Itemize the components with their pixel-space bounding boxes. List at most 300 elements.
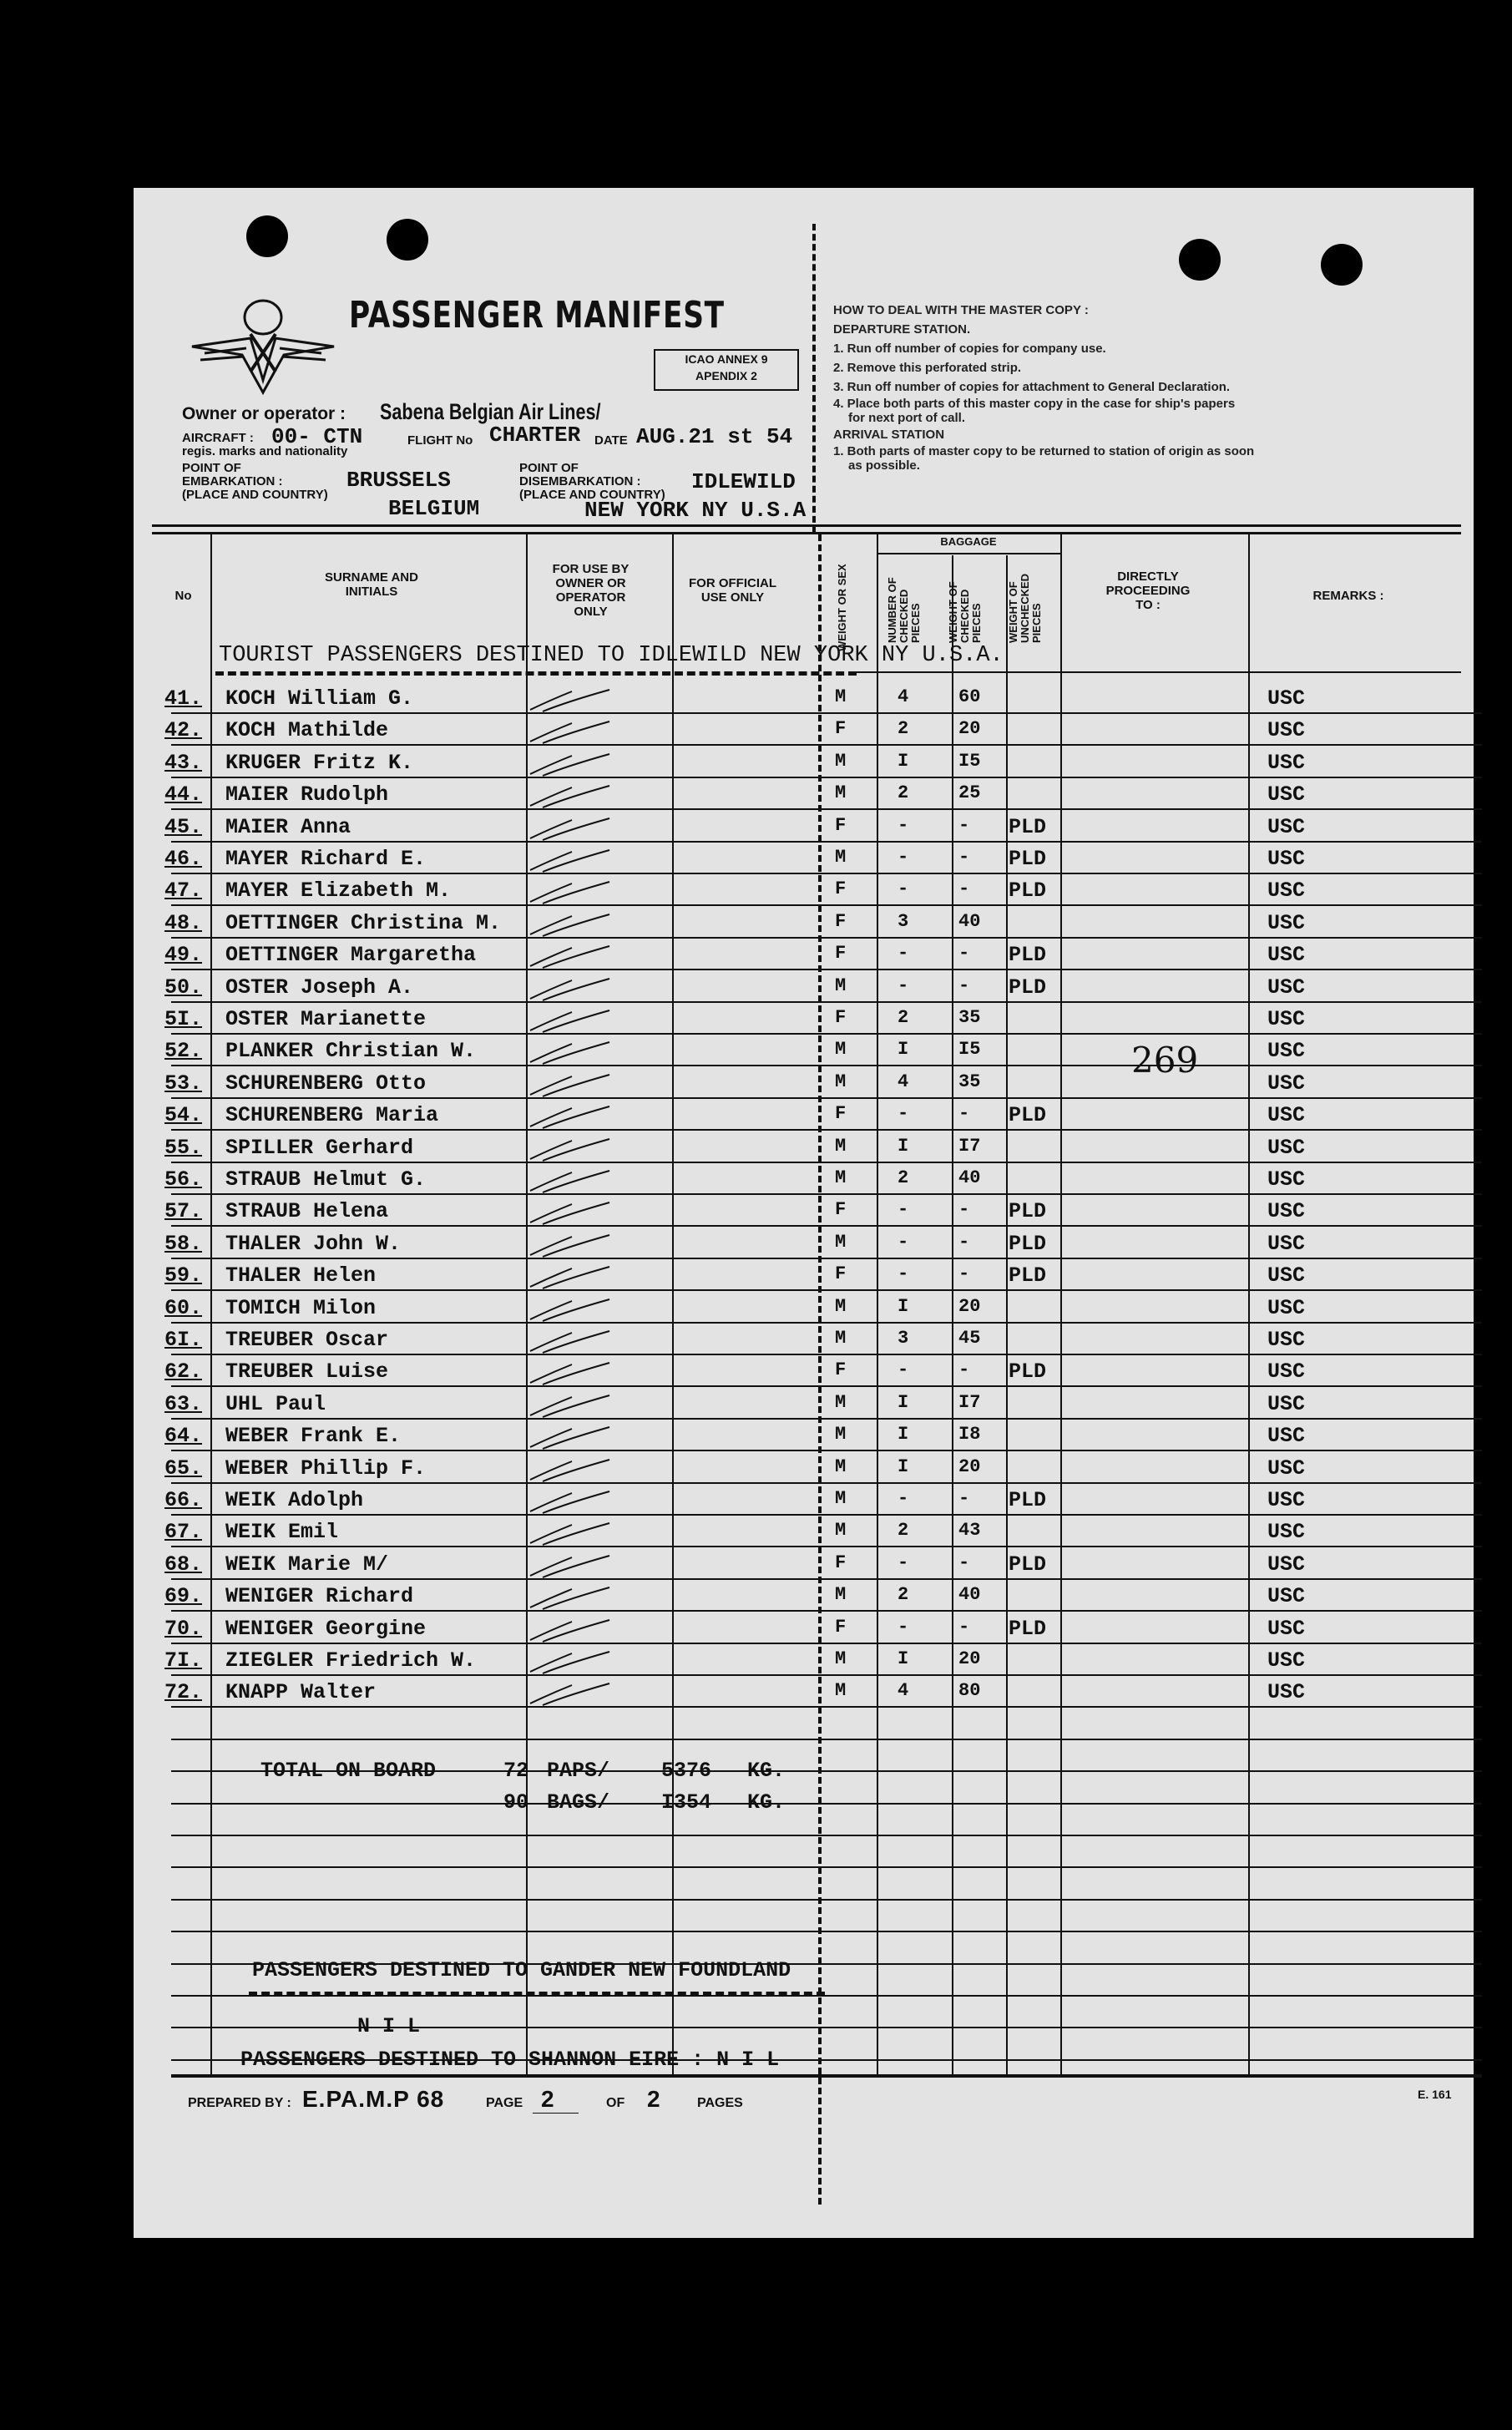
row-number: 53.: [164, 1071, 203, 1096]
manifest-title: PASSENGER MANIFEST: [349, 294, 725, 337]
table-row: [0, 683, 1512, 715]
remark: USC: [1267, 1328, 1306, 1352]
table-row: [0, 1004, 1512, 1035]
passenger-name: OSTER Joseph A.: [225, 975, 414, 1000]
row-rule: [171, 904, 1482, 906]
aircraft-sublabel: regis. marks and nationality: [182, 444, 348, 458]
table-row: [0, 1260, 1512, 1292]
checked-pieces: 2: [898, 782, 909, 804]
embark-country: BELGIUM: [388, 496, 480, 521]
checked-pieces: I: [898, 1455, 909, 1477]
checked-weight: -: [958, 847, 970, 868]
check-tick-icon: [526, 1037, 618, 1066]
remark: USC: [1267, 686, 1306, 711]
check-tick-icon: [526, 1422, 618, 1450]
checked-weight: -: [958, 1552, 970, 1573]
gander-heading: PASSENGERS DESTINED TO GANDER NEW FOUNDLAND: [252, 1958, 791, 1982]
table-row: [0, 1613, 1512, 1645]
checked-weight: 20: [958, 1295, 981, 1317]
table-row: [0, 1132, 1512, 1164]
passenger-name: OETTINGER Christina M.: [225, 910, 502, 935]
passenger-name: THALER Helen: [225, 1263, 377, 1288]
checked-weight: -: [958, 1199, 970, 1221]
checked-pieces: -: [898, 1103, 909, 1125]
checked-weight: 35: [958, 1007, 981, 1028]
check-tick-icon: [526, 1070, 618, 1098]
remark: USC: [1267, 1071, 1306, 1096]
checked-pieces: 4: [898, 686, 909, 707]
checked-weight: 20: [958, 718, 981, 740]
row-rule: [171, 1322, 1482, 1324]
table-row: [0, 1356, 1512, 1388]
check-tick-icon: [526, 685, 618, 713]
table-row: [0, 1324, 1512, 1356]
row-rule: [171, 1418, 1482, 1420]
embark-label-3: (PLACE AND COUNTRY): [182, 488, 328, 502]
check-tick-icon: [526, 1678, 618, 1707]
remark: USC: [1267, 1488, 1306, 1512]
table-bottom-rule: [171, 2074, 1482, 2078]
punch-hole-1: [246, 215, 288, 257]
remark: USC: [1267, 878, 1306, 904]
row-number: 65.: [164, 1455, 203, 1481]
remark: USC: [1267, 1520, 1306, 1545]
passenger-sex: F: [835, 1552, 847, 1573]
passenger-name: WENIGER Georgine: [225, 1616, 427, 1641]
row-rule: [171, 937, 1482, 939]
check-tick-icon: [526, 813, 618, 842]
header-top-rule-2: [152, 532, 1461, 534]
passenger-sex: M: [835, 1295, 847, 1317]
prepared-by-value: E.PA.M.P 68: [302, 2086, 445, 2112]
row-number: 64.: [164, 1424, 203, 1449]
section-heading: TOURIST PASSENGERS DESTINED TO IDLEWILD NEW YORK NY U.S.A.: [219, 643, 1004, 668]
remark: USC: [1267, 1007, 1306, 1031]
row-rule: [171, 1450, 1482, 1451]
total-paps-weight: 5376: [661, 1759, 712, 1783]
check-tick-icon: [526, 1294, 618, 1323]
disembark-label-2: DISEMBARKATION :: [519, 474, 641, 489]
table-row: [0, 1516, 1512, 1548]
remark: USC: [1267, 1616, 1306, 1641]
instruction-line: 1. Both parts of master copy to be returned to station of origin as soon: [833, 444, 1255, 458]
check-tick-icon: [526, 974, 618, 1002]
embark-label-2: EMBARKATION :: [182, 474, 283, 489]
section-dashed-rule: [215, 671, 857, 676]
row-rule: [171, 1258, 1482, 1259]
embark-label-1: POINT OF: [182, 461, 241, 475]
table-row: [0, 1228, 1512, 1260]
row-rule: [171, 1514, 1482, 1516]
sabena-wings-logo: [184, 288, 342, 397]
remark: USC: [1267, 782, 1306, 807]
row-rule: [171, 1866, 1482, 1868]
table-row: [0, 1453, 1512, 1485]
punch-hole-3: [1179, 239, 1221, 281]
instruction-line: for next port of call.: [848, 411, 966, 425]
passenger-sex: F: [835, 910, 847, 932]
checked-pieces: I: [898, 1135, 909, 1157]
unchecked-weight: PLD: [1009, 814, 1047, 839]
remark: USC: [1267, 1199, 1306, 1224]
passenger-name: SPILLER Gerhard: [225, 1135, 414, 1160]
remark: USC: [1267, 1167, 1306, 1192]
row-number: 45.: [164, 814, 203, 839]
remark: USC: [1267, 1424, 1306, 1449]
date-value: AUG.21 st 54: [636, 424, 793, 449]
checked-pieces: I: [898, 1424, 909, 1445]
checked-weight: 43: [958, 1520, 981, 1542]
passenger-name: WEIK Marie M/: [225, 1552, 389, 1577]
row-rule: [171, 744, 1482, 746]
unchecked-weight: PLD: [1009, 1263, 1047, 1288]
col-weight-sex-header: WEIGHT OR SEX: [836, 564, 848, 651]
checked-pieces: 3: [898, 910, 909, 932]
checked-pieces: 3: [898, 1328, 909, 1349]
check-tick-icon: [526, 1647, 618, 1675]
checked-pieces: -: [898, 975, 909, 996]
passenger-name: MAIER Rudolph: [225, 782, 389, 807]
check-tick-icon: [526, 1455, 618, 1483]
passenger-sex: M: [835, 1424, 847, 1445]
checked-weight: I5: [958, 750, 981, 772]
passenger-name: OSTER Marianette: [225, 1007, 427, 1031]
row-number: 52.: [164, 1039, 203, 1064]
passenger-sex: M: [835, 1135, 847, 1157]
col-weight-unchecked-header: WEIGHT OF UNCHECKED PIECES: [1007, 573, 1043, 643]
table-row: [0, 1420, 1512, 1452]
passenger-name: KNAPP Walter: [225, 1680, 377, 1705]
row-number: 62.: [164, 1359, 203, 1385]
col-official-use-header: FOR OFFICIAL USE ONLY: [689, 576, 776, 605]
check-tick-icon: [526, 1326, 618, 1354]
checked-weight: -: [958, 878, 970, 900]
check-tick-icon: [526, 877, 618, 905]
row-rule: [171, 1578, 1482, 1580]
row-number: 57.: [164, 1199, 203, 1224]
checked-weight: 80: [958, 1680, 981, 1702]
page-value: 2: [541, 2086, 554, 2112]
remark: USC: [1267, 1552, 1306, 1577]
table-row: [0, 939, 1512, 971]
col-owner-use-header: FOR USE BY OWNER OR OPERATOR ONLY: [552, 562, 630, 619]
row-rule: [171, 1803, 1482, 1805]
checked-weight: -: [958, 1359, 970, 1381]
check-tick-icon: [526, 1358, 618, 1386]
nil-text: N I L: [357, 2014, 421, 2038]
passenger-sex: F: [835, 718, 847, 740]
total-bags-count: 90: [503, 1790, 529, 1815]
passenger-sex: M: [835, 1231, 847, 1253]
instruction-line: 2. Remove this perforated strip.: [833, 361, 1022, 375]
passenger-sex: M: [835, 1071, 847, 1092]
passenger-sex: M: [835, 1039, 847, 1061]
punch-hole-4: [1321, 244, 1363, 286]
check-tick-icon: [526, 1486, 618, 1515]
row-rule: [171, 841, 1482, 843]
row-rule: [171, 873, 1482, 874]
passenger-name: WENIGER Richard: [225, 1584, 414, 1609]
row-rule: [171, 712, 1482, 714]
row-number: 68.: [164, 1552, 203, 1577]
total-paps-kg: KG.: [747, 1759, 786, 1783]
check-tick-icon: [526, 1518, 618, 1547]
checked-weight: 20: [958, 1455, 981, 1477]
of-value: 2: [647, 2086, 660, 2112]
passenger-sex: M: [835, 1584, 847, 1606]
passenger-name: TOMICH Milon: [225, 1295, 377, 1320]
row-number: 5I.: [164, 1007, 203, 1031]
checked-pieces: 4: [898, 1071, 909, 1092]
checked-weight: 35: [958, 1071, 981, 1092]
row-number: 49.: [164, 943, 203, 968]
remark: USC: [1267, 1455, 1306, 1481]
total-label: TOTAL ON BOARD: [260, 1759, 437, 1783]
checked-pieces: -: [898, 878, 909, 900]
passenger-name: WEBER Phillip F.: [225, 1455, 427, 1481]
passenger-name: WEIK Emil: [225, 1520, 339, 1545]
check-tick-icon: [526, 1134, 618, 1162]
passenger-sex: M: [835, 1648, 847, 1669]
row-number: 43.: [164, 750, 203, 775]
table-row: [0, 1645, 1512, 1677]
row-number: 55.: [164, 1135, 203, 1160]
baggage-rule: [877, 553, 1060, 554]
check-tick-icon: [526, 1582, 618, 1611]
table-row: [0, 1485, 1512, 1516]
row-rule: [171, 1482, 1482, 1484]
total-bags-weight: I354: [661, 1790, 712, 1815]
passenger-sex: M: [835, 750, 847, 772]
checked-pieces: I: [898, 1039, 909, 1061]
table-row: [0, 779, 1512, 811]
row-rule: [171, 1065, 1482, 1066]
row-rule: [171, 1129, 1482, 1131]
table-row: [0, 1196, 1512, 1228]
row-rule: [171, 1193, 1482, 1195]
passenger-sex: M: [835, 686, 847, 707]
checked-pieces: -: [898, 1488, 909, 1509]
checked-pieces: -: [898, 1263, 909, 1285]
table-row: [0, 1293, 1512, 1324]
row-number: 6I.: [164, 1328, 203, 1352]
col-remarks-header: REMARKS :: [1312, 589, 1384, 603]
checked-weight: 40: [958, 910, 981, 932]
disembark-place: IDLEWILD: [691, 469, 796, 494]
passenger-sex: M: [835, 1391, 847, 1413]
checked-weight: 25: [958, 782, 981, 804]
check-tick-icon: [526, 1230, 618, 1258]
unchecked-weight: PLD: [1009, 1103, 1047, 1128]
check-tick-icon: [526, 1551, 618, 1579]
passenger-sex: F: [835, 1007, 847, 1028]
table-row: [0, 1581, 1512, 1612]
check-tick-icon: [526, 1262, 618, 1290]
total-bags-kg: KG.: [747, 1790, 786, 1815]
check-tick-icon: [526, 909, 618, 938]
punch-hole-2: [387, 219, 428, 261]
table-row: [0, 908, 1512, 939]
passenger-sex: M: [835, 975, 847, 996]
master-copy-instructions: [833, 301, 1254, 473]
passenger-name: KRUGER Fritz K.: [225, 750, 414, 775]
row-rule: [171, 1225, 1482, 1227]
owner-value: Sabena Belgian Air Lines/: [380, 399, 601, 424]
row-rule: [171, 1001, 1482, 1003]
row-rule: [171, 1097, 1482, 1099]
instruction-line: HOW TO DEAL WITH THE MASTER COPY :: [833, 303, 1089, 317]
col-directly-header: DIRECTLY PROCEEDING TO :: [1105, 570, 1191, 612]
owner-label: Owner or operator :: [182, 404, 346, 423]
aircraft-label: AIRCRAFT :: [182, 431, 254, 445]
checked-pieces: I: [898, 750, 909, 772]
checked-weight: -: [958, 975, 970, 996]
passenger-sex: F: [835, 1199, 847, 1221]
col-no-header: No: [174, 589, 192, 603]
unchecked-weight: PLD: [1009, 1359, 1047, 1385]
remark: USC: [1267, 1231, 1306, 1256]
table-row: [0, 843, 1512, 875]
checked-pieces: I: [898, 1295, 909, 1317]
checked-weight: -: [958, 1488, 970, 1509]
row-number: 60.: [164, 1295, 203, 1320]
disembark-label-3: (PLACE AND COUNTRY): [519, 488, 665, 502]
row-number: 46.: [164, 847, 203, 871]
row-rule: [171, 1931, 1482, 1932]
passenger-name: KOCH William G.: [225, 686, 414, 711]
passenger-name: WEIK Adolph: [225, 1488, 364, 1512]
passenger-name: THALER John W.: [225, 1231, 402, 1256]
form-code: E. 161: [1418, 2088, 1452, 2101]
row-rule: [171, 1033, 1482, 1035]
row-number: 69.: [164, 1584, 203, 1609]
table-row: [0, 715, 1512, 747]
passenger-name: WEBER Frank E.: [225, 1424, 402, 1449]
remark: USC: [1267, 1135, 1306, 1160]
instruction-line: 4. Place both parts of this master copy in the case for ship's papers: [833, 397, 1236, 411]
row-number: 41.: [164, 686, 203, 711]
row-number: 48.: [164, 910, 203, 935]
remark: USC: [1267, 1680, 1306, 1705]
total-paps-count: 72: [503, 1759, 529, 1783]
remark: USC: [1267, 1648, 1306, 1673]
remark: USC: [1267, 1359, 1306, 1385]
table-row: [0, 1677, 1512, 1709]
check-tick-icon: [526, 941, 618, 969]
passenger-name: ZIEGLER Friedrich W.: [225, 1648, 477, 1673]
prepared-by-label: PREPARED BY :: [188, 2096, 291, 2110]
passenger-sex: M: [835, 1680, 847, 1702]
header-top-rule: [152, 524, 1461, 527]
instruction-line: ARRIVAL STATION: [833, 428, 945, 442]
passenger-name: STRAUB Helena: [225, 1199, 389, 1224]
passenger-name: SCHURENBERG Otto: [225, 1071, 427, 1096]
row-number: 59.: [164, 1263, 203, 1288]
table-row: [0, 875, 1512, 907]
of-label: OF: [606, 2096, 625, 2110]
checked-weight: I7: [958, 1391, 981, 1413]
passenger-sex: M: [835, 847, 847, 868]
checked-weight: 60: [958, 686, 981, 707]
unchecked-weight: PLD: [1009, 878, 1047, 904]
shannon-line: PASSENGERS DESTINED TO SHANNON EIRE : N I L: [240, 2048, 780, 2072]
check-tick-icon: [526, 845, 618, 873]
instruction-line: as possible.: [848, 458, 920, 473]
passenger-sex: M: [835, 1328, 847, 1349]
checked-pieces: -: [898, 1359, 909, 1381]
unchecked-weight: PLD: [1009, 1231, 1047, 1256]
passenger-sex: F: [835, 943, 847, 964]
checked-weight: -: [958, 1616, 970, 1638]
passenger-sex: M: [835, 1167, 847, 1188]
row-number: 42.: [164, 718, 203, 743]
checked-pieces: -: [898, 1199, 909, 1221]
remark: USC: [1267, 1391, 1306, 1416]
remark: USC: [1267, 1263, 1306, 1288]
remark: USC: [1267, 1584, 1306, 1609]
remark: USC: [1267, 1295, 1306, 1320]
row-number: 72.: [164, 1680, 203, 1705]
check-tick-icon: [526, 749, 618, 777]
row-rule: [171, 1835, 1482, 1836]
passenger-name: OETTINGER Margaretha: [225, 943, 477, 968]
row-rule: [171, 1354, 1482, 1355]
checked-pieces: I: [898, 1391, 909, 1413]
row-rule: [171, 808, 1482, 810]
checked-pieces: -: [898, 1231, 909, 1253]
page-label: PAGE: [486, 2096, 523, 2110]
row-number: 67.: [164, 1520, 203, 1545]
perforation-line: [812, 224, 816, 533]
unchecked-weight: PLD: [1009, 1552, 1047, 1577]
passenger-name: STRAUB Helmut G.: [225, 1167, 427, 1192]
col-baggage-header: BAGGAGE: [940, 535, 997, 548]
checked-pieces: 2: [898, 1584, 909, 1606]
remark: USC: [1267, 718, 1306, 743]
row-rule: [171, 1706, 1482, 1708]
check-tick-icon: [526, 781, 618, 809]
check-tick-icon: [526, 1101, 618, 1130]
table-row: [0, 747, 1512, 779]
passenger-sex: M: [835, 1520, 847, 1542]
row-number: 56.: [164, 1167, 203, 1192]
page-underline: [533, 2113, 579, 2114]
passenger-name: SCHURENBERG Maria: [225, 1103, 439, 1128]
passenger-name: KOCH Mathilde: [225, 718, 389, 743]
unchecked-weight: PLD: [1009, 1199, 1047, 1224]
remark: USC: [1267, 814, 1306, 839]
unchecked-weight: PLD: [1009, 1488, 1047, 1512]
check-tick-icon: [526, 1005, 618, 1034]
table-row: [0, 1549, 1512, 1581]
passenger-sex: F: [835, 878, 847, 900]
checked-pieces: -: [898, 943, 909, 964]
icao-box: [654, 349, 799, 391]
checked-pieces: -: [898, 814, 909, 836]
checked-weight: -: [958, 1103, 970, 1125]
checked-weight: -: [958, 1231, 970, 1253]
checked-pieces: 2: [898, 1007, 909, 1028]
aircraft-value: 00- CTN: [271, 424, 363, 449]
checked-pieces: -: [898, 1552, 909, 1573]
row-rule: [171, 777, 1482, 778]
row-number: 50.: [164, 975, 203, 1000]
checked-weight: -: [958, 1263, 970, 1285]
row-number: 44.: [164, 782, 203, 807]
checked-pieces: -: [898, 1616, 909, 1638]
passenger-sex: F: [835, 1103, 847, 1125]
passenger-name: TREUBER Oscar: [225, 1328, 389, 1352]
